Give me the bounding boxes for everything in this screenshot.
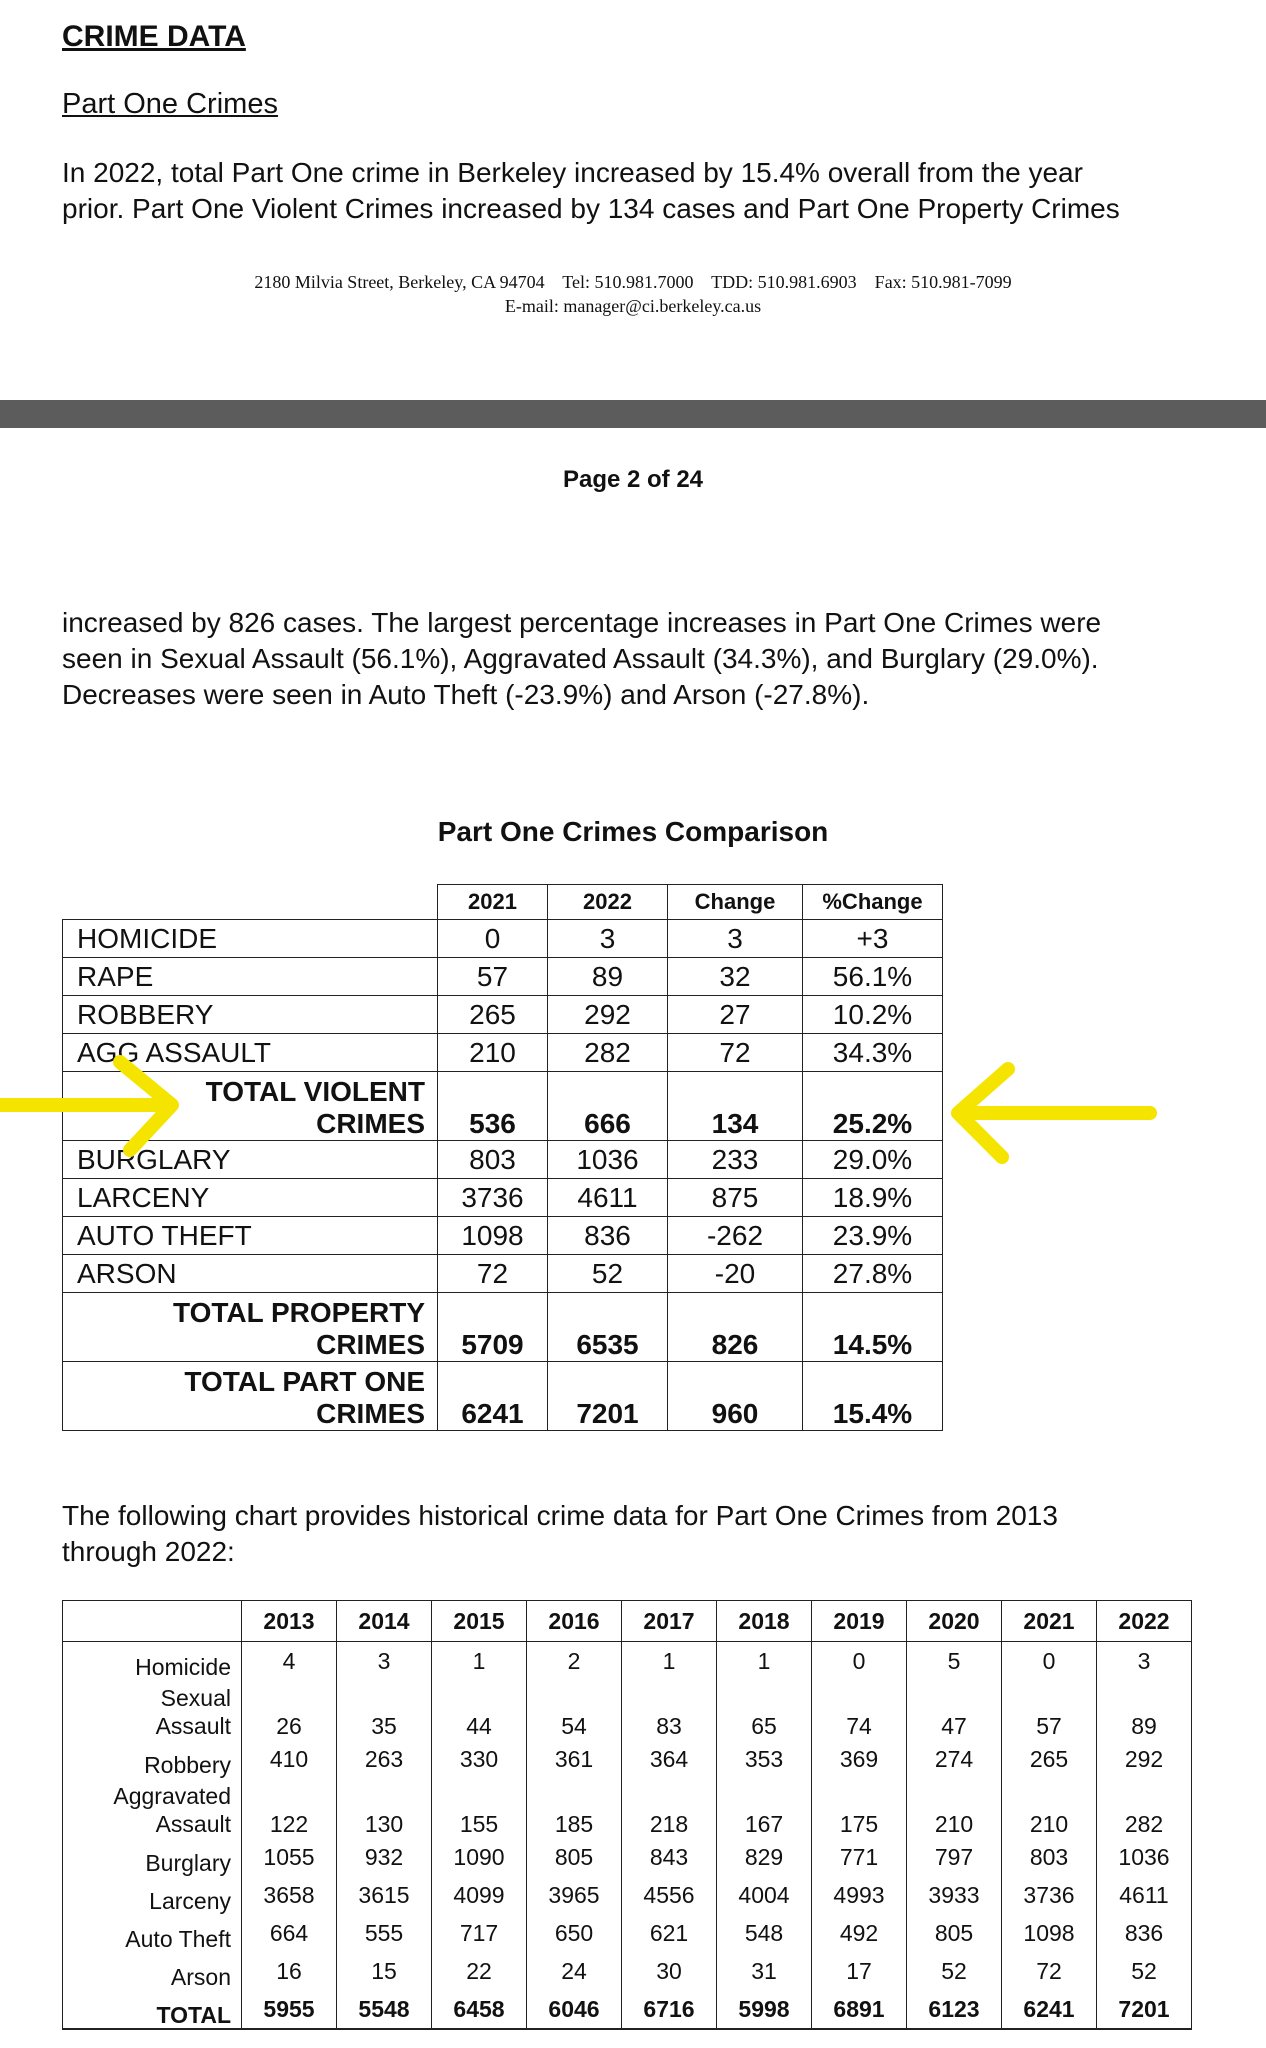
cell: 167 (717, 1778, 812, 1838)
cell: 31 (717, 1952, 812, 1990)
cell: 6241 (1002, 1990, 1097, 2029)
cell: 3736 (438, 1179, 548, 1217)
continued-paragraph (62, 605, 1212, 713)
row-label (63, 1293, 438, 1362)
cell: 364 (622, 1740, 717, 1778)
year-header: 2021 (1002, 1601, 1097, 1642)
cell: 292 (548, 996, 668, 1034)
cell: 492 (812, 1914, 907, 1952)
comparison-header-row (63, 885, 943, 920)
cell: 6535 (548, 1293, 668, 1362)
cell: 210 (438, 1034, 548, 1072)
year-header: 2014 (337, 1601, 432, 1642)
right-arrow-icon (940, 1055, 1166, 1165)
cell: 3 (337, 1642, 432, 1681)
cell: 1055 (242, 1838, 337, 1876)
cell: 6123 (907, 1990, 1002, 2029)
cell: 233 (668, 1141, 803, 1179)
label-line: Sexual (160, 1685, 231, 1711)
row-label: BURGLARY (63, 1141, 438, 1179)
cell: 0 (438, 920, 548, 958)
year-header: 2015 (432, 1601, 527, 1642)
cell: 1 (432, 1642, 527, 1681)
cell: 803 (1002, 1838, 1097, 1876)
footer-email[interactable]: E-mail: manager@ci.berkeley.ca.us (504, 296, 762, 316)
label-line: Assault (155, 1713, 231, 1739)
cell: 27.8% (803, 1255, 943, 1293)
cell: 52 (907, 1952, 1002, 1990)
cell: 4611 (548, 1179, 668, 1217)
cell: 836 (1097, 1914, 1192, 1952)
cell: 263 (337, 1740, 432, 1778)
cell: 72 (438, 1255, 548, 1293)
continued-line-3: Decreases were seen in Auto Theft (-23.9%) and Arson (-27.8%). (62, 679, 870, 710)
cell: 210 (907, 1778, 1002, 1838)
cell: 2 (527, 1642, 622, 1681)
cell: 5709 (438, 1293, 548, 1362)
intro-paragraph (62, 155, 1212, 227)
table-row (63, 1740, 1192, 1778)
cell: 3736 (1002, 1876, 1097, 1914)
label-line: Assault (155, 1811, 231, 1837)
cell: 829 (717, 1838, 812, 1876)
row-label: AGG ASSAULT (63, 1034, 438, 1072)
cell: 27 (668, 996, 803, 1034)
cell: 621 (622, 1914, 717, 1952)
cell: 26 (242, 1680, 337, 1740)
total-row (63, 1362, 943, 1431)
cell: 836 (548, 1217, 668, 1255)
cell: 369 (812, 1740, 907, 1778)
cell: 265 (1002, 1740, 1097, 1778)
row-label: LARCENY (63, 1179, 438, 1217)
cell: -262 (668, 1217, 803, 1255)
cell: 134 (668, 1072, 803, 1141)
cell: 0 (1002, 1642, 1097, 1681)
cell: 24 (527, 1952, 622, 1990)
cell: 6241 (438, 1362, 548, 1431)
cell: 548 (717, 1914, 812, 1952)
cell: 16 (242, 1952, 337, 1990)
history-header-row (63, 1601, 1192, 1642)
page-separator (0, 400, 1266, 428)
left-arrow-icon (0, 1050, 200, 1160)
cell: 32 (668, 958, 803, 996)
cell: 410 (242, 1740, 337, 1778)
cell: 361 (527, 1740, 622, 1778)
cell: 15.4% (803, 1362, 943, 1431)
year-header: 2017 (622, 1601, 717, 1642)
cell: 5 (907, 1642, 1002, 1681)
cell: 14.5% (803, 1293, 943, 1362)
total-row (63, 1990, 1192, 2029)
table-row (63, 1838, 1192, 1876)
cell: 3615 (337, 1876, 432, 1914)
cell: 797 (907, 1838, 1002, 1876)
table-row (63, 958, 943, 996)
cell: 1090 (432, 1838, 527, 1876)
cell: 34.3% (803, 1034, 943, 1072)
table-row (63, 1778, 1192, 1838)
cell: 10.2% (803, 996, 943, 1034)
label-line: TOTAL PROPERTY (172, 1297, 425, 1328)
row-label: ARSON (63, 1255, 438, 1293)
row-label: Homicide (63, 1642, 242, 1681)
table-row (63, 1179, 943, 1217)
intro-line-1: In 2022, total Part One crime in Berkeley increased by 15.4% overall from the year (62, 157, 1083, 188)
history-intro-line-1: The following chart provides historical crime data for Part One Crimes from 2013 (62, 1500, 1058, 1531)
row-label (63, 1362, 438, 1431)
cell: 4556 (622, 1876, 717, 1914)
cell: 3658 (242, 1876, 337, 1914)
cell: 292 (1097, 1740, 1192, 1778)
header-cell: 2021 (438, 885, 548, 920)
row-label: Burglary (63, 1838, 242, 1876)
year-header: 2013 (242, 1601, 337, 1642)
cell: 353 (717, 1740, 812, 1778)
cell: 72 (1002, 1952, 1097, 1990)
cell: 54 (527, 1680, 622, 1740)
section-subheading: Part One Crimes (62, 88, 278, 120)
table-row (63, 1642, 1192, 1681)
row-label: TOTAL (63, 1990, 242, 2029)
page-number: Page 2 of 24 (562, 466, 704, 493)
section-heading: CRIME DATA (62, 20, 246, 53)
year-header: 2020 (907, 1601, 1002, 1642)
cell: 72 (668, 1034, 803, 1072)
cell: 74 (812, 1680, 907, 1740)
cell: 3965 (527, 1876, 622, 1914)
cell: 5955 (242, 1990, 337, 2029)
cell: 6716 (622, 1990, 717, 2029)
cell: 4993 (812, 1876, 907, 1914)
cell: 555 (337, 1914, 432, 1952)
history-intro (62, 1498, 1212, 1570)
cell: 771 (812, 1838, 907, 1876)
cell: 89 (1097, 1680, 1192, 1740)
total-row (63, 1293, 943, 1362)
cell: 52 (1097, 1952, 1192, 1990)
cell: 175 (812, 1778, 907, 1838)
cell: 1098 (1002, 1914, 1097, 1952)
cell: 1036 (548, 1141, 668, 1179)
cell: 17 (812, 1952, 907, 1990)
row-label (63, 1778, 242, 1838)
cell: 155 (432, 1778, 527, 1838)
cell: +3 (803, 920, 943, 958)
cell: 664 (242, 1914, 337, 1952)
table-row (63, 1876, 1192, 1914)
cell: 30 (622, 1952, 717, 1990)
cell: 1 (622, 1642, 717, 1681)
label-line: TOTAL PART ONE (184, 1366, 425, 1397)
cell: 35 (337, 1680, 432, 1740)
cell: 57 (1002, 1680, 1097, 1740)
cell: 3 (548, 920, 668, 958)
history-intro-line-2: through 2022: (62, 1536, 235, 1567)
label-line: Aggravated (113, 1783, 231, 1809)
cell: 666 (548, 1072, 668, 1141)
comparison-title: Part One Crimes Comparison (437, 816, 829, 847)
cell: 3 (1097, 1642, 1192, 1681)
cell: 15 (337, 1952, 432, 1990)
cell: 805 (907, 1914, 1002, 1952)
table-row (63, 1255, 943, 1293)
table-row (63, 920, 943, 958)
cell: 6458 (432, 1990, 527, 2029)
label-line: TOTAL VIOLENT (205, 1076, 425, 1107)
cell: 536 (438, 1072, 548, 1141)
continued-line-2: seen in Sexual Assault (56.1%), Aggravated Assault (34.3%), and Burglary (29.0%). (62, 643, 1099, 674)
cell: 4611 (1097, 1876, 1192, 1914)
year-header: 2016 (527, 1601, 622, 1642)
row-label: ROBBERY (63, 996, 438, 1034)
cell: 7201 (548, 1362, 668, 1431)
cell: 650 (527, 1914, 622, 1952)
row-label: Robbery (63, 1740, 242, 1778)
page-footer (0, 270, 1266, 318)
table-row (63, 1217, 943, 1255)
footer-address: 2180 Milvia Street, Berkeley, CA 94704 Tel: 510.981.7000 TDD: 510.981.6903 Fax: 510.981-7099 (254, 272, 1012, 292)
cell: 130 (337, 1778, 432, 1838)
cell: 23.9% (803, 1217, 943, 1255)
cell: 932 (337, 1838, 432, 1876)
row-label: Arson (63, 1952, 242, 1990)
header-blank (63, 1601, 242, 1642)
row-label: RAPE (63, 958, 438, 996)
cell: 44 (432, 1680, 527, 1740)
cell: 274 (907, 1740, 1002, 1778)
cell: 330 (432, 1740, 527, 1778)
cell: 29.0% (803, 1141, 943, 1179)
label-line: CRIMES (316, 1108, 425, 1139)
cell: 22 (432, 1952, 527, 1990)
header-blank (63, 885, 438, 920)
cell: 47 (907, 1680, 1002, 1740)
table-row (63, 1914, 1192, 1952)
cell: 282 (1097, 1778, 1192, 1838)
year-header: 2018 (717, 1601, 812, 1642)
cell: 282 (548, 1034, 668, 1072)
cell: 875 (668, 1179, 803, 1217)
cell: 25.2% (803, 1072, 943, 1141)
cell: 805 (527, 1838, 622, 1876)
cell: 4 (242, 1642, 337, 1681)
cell: -20 (668, 1255, 803, 1293)
row-label (63, 1680, 242, 1740)
table-row (63, 996, 943, 1034)
cell: 3 (668, 920, 803, 958)
header-cell: 2022 (548, 885, 668, 920)
cell: 1098 (438, 1217, 548, 1255)
cell: 5548 (337, 1990, 432, 2029)
row-label: Larceny (63, 1876, 242, 1914)
cell: 56.1% (803, 958, 943, 996)
cell: 7201 (1097, 1990, 1192, 2029)
cell: 4099 (432, 1876, 527, 1914)
cell: 3933 (907, 1876, 1002, 1914)
cell: 843 (622, 1838, 717, 1876)
year-header: 2019 (812, 1601, 907, 1642)
cell: 18.9% (803, 1179, 943, 1217)
header-cell: %Change (803, 885, 943, 920)
cell: 717 (432, 1914, 527, 1952)
cell: 52 (548, 1255, 668, 1293)
row-label: Auto Theft (63, 1914, 242, 1952)
header-cell: Change (668, 885, 803, 920)
cell: 122 (242, 1778, 337, 1838)
cell: 960 (668, 1362, 803, 1431)
label-line: CRIMES (316, 1398, 425, 1429)
cell: 65 (717, 1680, 812, 1740)
cell: 6891 (812, 1990, 907, 2029)
continued-line-1: increased by 826 cases. The largest percentage increases in Part One Crimes were (62, 607, 1102, 638)
year-header: 2022 (1097, 1601, 1192, 1642)
cell: 1036 (1097, 1838, 1192, 1876)
cell: 803 (438, 1141, 548, 1179)
cell: 83 (622, 1680, 717, 1740)
cell: 1 (717, 1642, 812, 1681)
cell: 6046 (527, 1990, 622, 2029)
cell: 57 (438, 958, 548, 996)
intro-line-2: prior. Part One Violent Crimes increased by 134 cases and Part One Property Crimes (62, 193, 1120, 224)
cell: 210 (1002, 1778, 1097, 1838)
table-row (63, 1680, 1192, 1740)
cell: 826 (668, 1293, 803, 1362)
table-row (63, 1952, 1192, 1990)
cell: 218 (622, 1778, 717, 1838)
cell: 265 (438, 996, 548, 1034)
cell: 5998 (717, 1990, 812, 2029)
row-label: HOMICIDE (63, 920, 438, 958)
cell: 0 (812, 1642, 907, 1681)
label-line: CRIMES (316, 1329, 425, 1360)
row-label: AUTO THEFT (63, 1217, 438, 1255)
history-table (62, 1600, 1192, 2030)
cell: 89 (548, 958, 668, 996)
cell: 4004 (717, 1876, 812, 1914)
cell: 185 (527, 1778, 622, 1838)
